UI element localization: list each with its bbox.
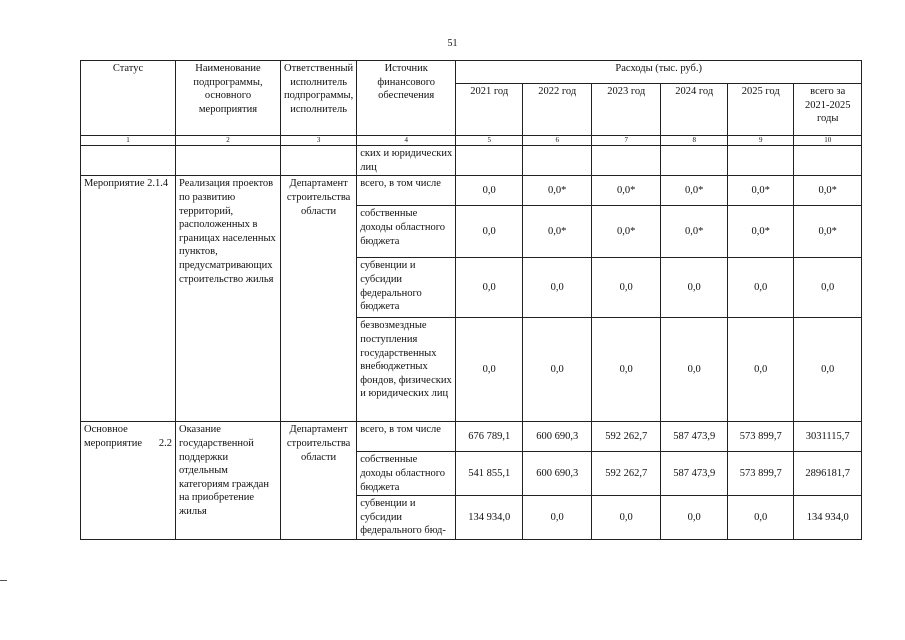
- table-row: [81, 146, 862, 176]
- name-cell: Реализация проектов по развитию территорий, расположенных в границах населенных пунктов, предусматривающих строительство жилья: [176, 176, 281, 422]
- value-cell: 587 473,9: [661, 452, 728, 496]
- budget-table: [80, 60, 862, 540]
- value-cell: 0,0: [728, 496, 794, 540]
- value-cell: 541 855,1: [456, 452, 523, 496]
- source-cell: всего, в том числе: [357, 176, 456, 206]
- value-cell: 0,0: [794, 258, 862, 318]
- source-cell: всего, в том числе: [357, 422, 456, 452]
- value-cell: 0,0: [523, 318, 592, 422]
- value-cell: 3031115,7: [794, 422, 862, 452]
- header-year-2021: 2021 год: [456, 84, 523, 136]
- margin-mark: [0, 580, 7, 581]
- value-cell: 0,0*: [728, 176, 794, 206]
- source-cell: субвенции и субсидии федерального бюд-: [357, 496, 456, 540]
- value-cell: 0,0*: [523, 206, 592, 258]
- value-cell: 134 934,0: [456, 496, 523, 540]
- column-number: 4: [357, 136, 456, 146]
- page-number: 51: [447, 38, 458, 49]
- value-cell: 0,0: [456, 318, 523, 422]
- value-cell: 0,0: [661, 318, 728, 422]
- column-number: 8: [661, 136, 728, 146]
- value-cell: 0,0: [456, 258, 523, 318]
- value-cell: 0,0*: [661, 206, 728, 258]
- source-cell: собственные доходы областного бюджета: [357, 452, 456, 496]
- value-cell: 0,0*: [592, 176, 661, 206]
- status-cell: Основное мероприятие 2.2: [81, 422, 176, 540]
- column-number: 3: [281, 136, 357, 146]
- value-cell: 134 934,0: [794, 496, 862, 540]
- header-expenses: Расходы (тыс. руб.): [456, 61, 862, 84]
- responsible-cell: Департамент строительства области: [281, 176, 357, 422]
- value-cell: 0,0: [456, 176, 523, 206]
- source-cell: ских и юридических лиц: [357, 146, 456, 176]
- value-cell: 0,0: [728, 258, 794, 318]
- value-cell: 0,0*: [728, 206, 794, 258]
- table-container: [80, 60, 862, 540]
- value-cell: 0,0*: [794, 206, 862, 258]
- value-cell: 0,0: [592, 258, 661, 318]
- name-cell: Оказание государственной поддержки отдельным категориям граждан на приобретение жилья: [176, 422, 281, 540]
- column-number: 10: [794, 136, 862, 146]
- value-cell: 0,0*: [592, 206, 661, 258]
- source-cell: субвенции и субсидии федерального бюджета: [357, 258, 456, 318]
- value-cell: 0,0: [592, 496, 661, 540]
- value-cell: 0,0: [523, 258, 592, 318]
- value-cell: 573 899,7: [728, 452, 794, 496]
- column-number: 2: [176, 136, 281, 146]
- table-row: [81, 176, 862, 206]
- value-cell: 0,0*: [661, 176, 728, 206]
- value-cell: 0,0: [794, 318, 862, 422]
- header-source: Источник финансового обеспечения: [357, 61, 456, 136]
- value-cell: 600 690,3: [523, 422, 592, 452]
- column-numbers-row: [81, 136, 862, 146]
- column-number: 9: [728, 136, 794, 146]
- header-year-2024: 2024 год: [661, 84, 728, 136]
- value-cell: 0,0: [592, 318, 661, 422]
- value-cell: 0,0: [523, 496, 592, 540]
- value-cell: 592 262,7: [592, 452, 661, 496]
- source-cell: безвозмездные поступления государственных внебюджетных фондов, физических и юридических лиц: [357, 318, 456, 422]
- value-cell: 0,0*: [523, 176, 592, 206]
- responsible-cell: Департамент строительства области: [281, 422, 357, 540]
- table-row: [81, 422, 862, 452]
- value-cell: 573 899,7: [728, 422, 794, 452]
- value-cell: 2896181,7: [794, 452, 862, 496]
- status-cell: Мероприятие 2.1.4: [81, 176, 176, 422]
- column-number: 1: [81, 136, 176, 146]
- value-cell: 0,0: [661, 258, 728, 318]
- header-year-2025: 2025 год: [728, 84, 794, 136]
- column-number: 7: [592, 136, 661, 146]
- header-responsible: Ответственный исполнитель подпрограммы, исполнитель: [281, 61, 357, 136]
- value-cell: 0,0*: [794, 176, 862, 206]
- header-year-2022: 2022 год: [523, 84, 592, 136]
- value-cell: 0,0: [456, 206, 523, 258]
- value-cell: 676 789,1: [456, 422, 523, 452]
- value-cell: 0,0: [661, 496, 728, 540]
- column-number: 6: [523, 136, 592, 146]
- source-cell: собственные доходы областного бюджета: [357, 206, 456, 258]
- value-cell: 587 473,9: [661, 422, 728, 452]
- header-name: Наименование подпрограммы, основного мероприятия: [176, 61, 281, 136]
- value-cell: 0,0: [728, 318, 794, 422]
- header-status: Статус: [81, 61, 176, 136]
- value-cell: 600 690,3: [523, 452, 592, 496]
- column-number: 5: [456, 136, 523, 146]
- header-total: всего за 2021-2025 годы: [794, 84, 862, 136]
- header-year-2023: 2023 год: [592, 84, 661, 136]
- value-cell: 592 262,7: [592, 422, 661, 452]
